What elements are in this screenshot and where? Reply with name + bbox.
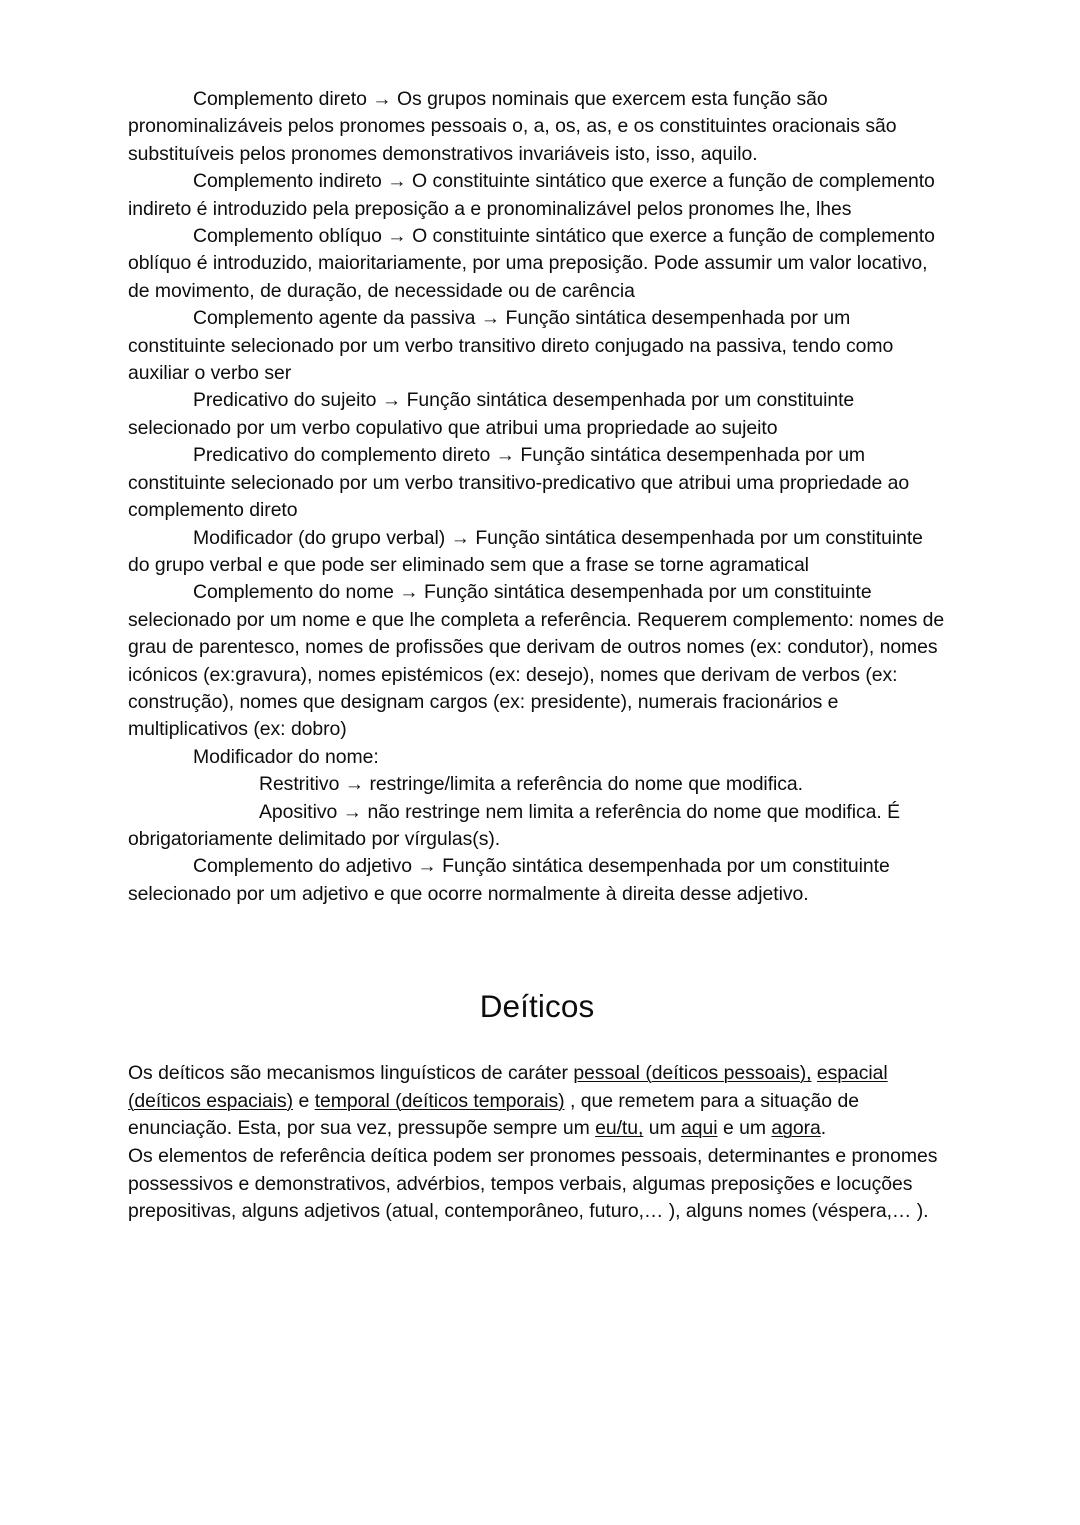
paragraph-predicativo-do-complemento-direto: Predicativo do complemento direto → Função sintática desempenhada por um constituinte selecionado por um verbo transitivo-predicativo que atribui uma propriedade ao complemento direto [128, 444, 910, 522]
paragraph-modificador-apositivo: Apositivo → não restringe nem limita a referência do nome que modifica. É obrigatoriamente delimitado por vírgulas(s). [128, 800, 900, 850]
paragraph-deiticos-elements: Os elementos de referência deítica podem ser pronomes pessoais, determinantes e pronomes possessivos e demonstrativos, advérbios, tempos verbais, algumas preposições e locuções prepositivas, alguns adjetivos (atual, contemporâneo, futuro,… ), alguns nomes (véspera,… ). [128, 1144, 938, 1223]
deiticos-separator-5: e um [717, 1117, 772, 1140]
deiticos-lead-text: Os deíticos são mecanismos linguísticos de caráter [128, 1062, 574, 1085]
deiticos-tail-text: . [820, 1117, 827, 1140]
section-heading-block [128, 908, 946, 1060]
underlined-agora: agora [771, 1117, 821, 1140]
syntactic-functions-section [128, 86, 946, 908]
paragraph-predicativo-do-sujeito: Predicativo do sujeito → Função sintática desempenhada por um constituinte selecionado por um verbo copulativo que atribui uma propriedade ao sujeito [128, 389, 855, 439]
deiticos-section [128, 1060, 946, 1226]
page-title: Deíticos [479, 988, 595, 1025]
paragraph-deiticos-definition [128, 1060, 946, 1143]
paragraph-complemento-agente-da-passiva: Complemento agente da passiva → Função sintática desempenhada por um constituinte selecionado por um verbo transitivo direto conjugado na passiva, tendo como auxiliar o verbo ser [128, 307, 894, 385]
deiticos-separator-2: e [293, 1089, 315, 1112]
deiticos-separator-4: um [643, 1117, 682, 1140]
paragraph-complemento-indireto: Complemento indireto → O constituinte sintático que exerce a função de complemento indireto é introduzido pela preposição a e pronominalizável pelos pronomes lhe, lhes [128, 170, 935, 220]
underlined-eu-tu: eu/tu, [595, 1117, 644, 1140]
document-body [128, 86, 946, 1226]
paragraph-complemento-direto: Complemento direto → Os grupos nominais que exercem esta função são pronominalizáveis pelos pronomes pessoais o, a, os, as, e os constituintes oracionais são substituíveis pelos pronomes demonstrativos invariáveis isto, isso, aquilo. [128, 88, 897, 165]
paragraph-modificador-do-nome-label: Modificador do nome: [193, 745, 379, 768]
deiticos-separator-3: , que remetem para a situação de enunciação. Esta, por sua vez, pressupõe sempre um [128, 1089, 859, 1140]
paragraph-modificador-restritivo: Restritivo → restringe/limita a referência do nome que modifica. [259, 773, 804, 796]
paragraph-complemento-do-adjetivo: Complemento do adjetivo → Função sintática desempenhada por um constituinte selecionado por um adjetivo e que ocorre normalmente à direita desse adjetivo. [128, 855, 890, 905]
underlined-aqui: aqui [681, 1117, 718, 1140]
paragraph-complemento-do-nome: Complemento do nome → Função sintática desempenhada por um constituinte selecionado por um nome e que lhe completa a referência. Requerem complemento: nomes de grau de parentesco, nomes de profissões que derivam de outros nomes (ex: condutor), nomes icónicos (ex:gravura), nomes epistémicos (ex: desejo), nomes que derivam de verbos (ex: construção), nomes que designam cargos (ex: presidente), numerais fracionários e multiplicativos (ex: dobro) [128, 581, 945, 741]
paragraph-modificador-do-grupo-verbal: Modificador (do grupo verbal) → Função sintática desempenhada por um constituinte do grupo verbal e que pode ser eliminado sem que a frase se torne agramatical [128, 526, 923, 576]
underlined-pessoal: pessoal (deíticos pessoais), [573, 1062, 812, 1085]
underlined-temporal: temporal (deíticos temporais) [314, 1089, 565, 1112]
underlined-espacial: espacial (deíticos espaciais) [128, 1062, 888, 1112]
paragraph-complemento-obliquo: Complemento oblíquo → O constituinte sintático que exerce a função de complemento oblíquo é introduzido, maioritariamente, por uma preposição. Pode assumir um valor locativo, de movimento, de duração, de necessidade ou de carência [128, 225, 935, 302]
